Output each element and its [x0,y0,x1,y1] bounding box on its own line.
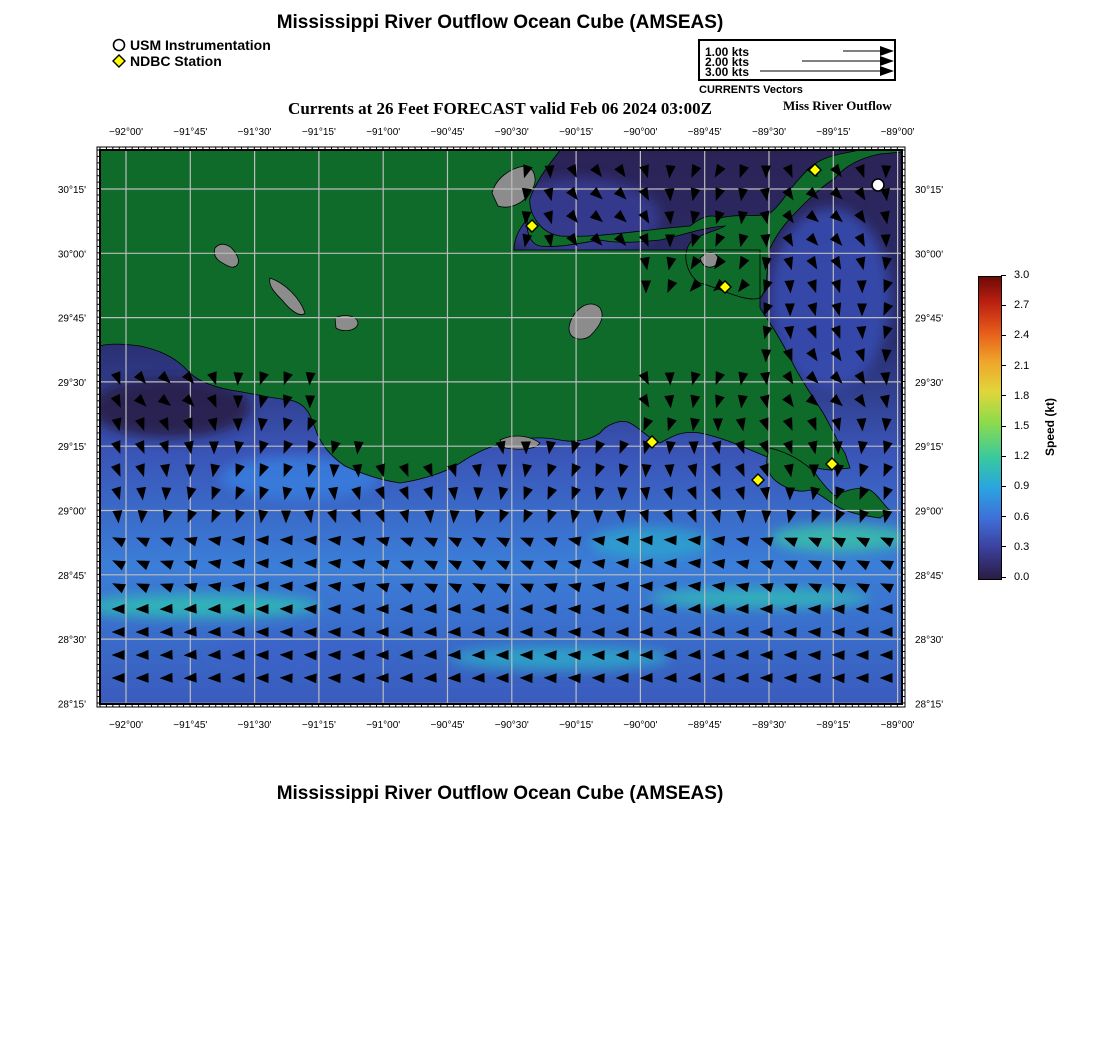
region-label: Miss River Outflow [783,98,892,113]
colorbar-tick-label: 0.6 [1014,510,1030,523]
page-title: Mississippi River Outflow Ocean Cube (AMSEAS) [276,12,724,33]
colorbar-tick [1001,450,1029,462]
lon-tick-label: −91°15' [301,720,336,731]
lon-tick-label: −89°45' [687,127,722,138]
colorbar-tick-label: 1.2 [1014,450,1030,463]
lon-tick-label: −90°45' [430,127,465,138]
lon-tick-label: −89°30' [752,720,786,731]
colorbar-tick-label: 0.0 [1014,571,1030,583]
lon-tick-label: −91°30' [237,720,272,731]
lon-tick-label: −90°30' [494,127,529,138]
lat-tick-label: 29°15' [57,442,86,454]
colorbar-tick [1001,420,1029,432]
lon-tick-label: −90°00' [623,720,658,731]
lat-tick-label: 29°00' [57,506,86,518]
colorbar-tick [1001,269,1029,281]
lat-tick-label: 29°45' [915,313,944,325]
lat-tick-label: 30°15' [57,185,86,196]
colorbar-tick-label: 2.1 [1014,359,1030,372]
station-legend [112,37,271,69]
lon-tick-label: −91°15' [301,127,336,138]
colorbar-tick [1001,511,1029,523]
circle-marker-icon [112,38,126,52]
colorbar-tick [1001,480,1029,492]
footer-title: Mississippi River Outflow Ocean Cube (AMSEAS) [276,783,724,804]
colorbar-tick [1001,299,1029,311]
vector-key-caption: CURRENTS Vectors [699,84,803,96]
lon-tick-label: −90°45' [430,720,465,731]
colorbar-tick-label: 0.9 [1014,480,1030,493]
lat-tick-label: 28°45' [915,570,944,582]
lon-tick-label: −89°30' [752,127,786,138]
vector-key-1: 1.00 kts [705,45,750,59]
colorbar-tick-label: 1.8 [1014,389,1030,402]
speed-colorbar [978,276,1002,580]
current-map [0,118,960,738]
colorbar-tick-label: 2.4 [1014,329,1030,342]
legend-ndbc-label: NDBC Station [130,53,222,69]
lat-tick-label: 30°00' [57,249,86,261]
legend-ndbc [112,53,271,69]
lon-tick-label: −92°00' [109,720,143,731]
lon-tick-label: −91°00' [366,127,401,138]
lon-tick-label: −89°15' [816,720,851,731]
colorbar-tick [1001,390,1029,402]
lon-tick-label: −90°15' [559,127,594,138]
lon-tick-label: −89°00' [880,127,915,138]
colorbar-tick-label: 3.0 [1014,269,1030,281]
lon-tick-label: −91°45' [173,720,208,731]
plot-title: Currents at 26 Feet FORECAST valid Feb 06 2024 03:00Z [288,99,712,118]
vector-key-box [698,39,896,81]
lat-tick-label: 28°15' [57,699,86,711]
lat-tick-label: 28°30' [915,635,944,647]
lat-tick-label: 29°00' [915,506,944,518]
lat-tick-label: 28°45' [57,570,86,582]
lon-tick-label: −91°45' [173,127,208,138]
yellow-diamond-icon [112,54,126,68]
lon-tick-label: −91°00' [366,720,401,731]
legend-usm-label: USM Instrumentation [130,37,271,53]
lon-tick-label: −89°45' [687,720,722,731]
lat-tick-label: 29°30' [57,377,86,389]
legend-usm [112,37,271,53]
lon-tick-label: −90°15' [559,720,594,731]
usm-instrument-marker[interactable] [872,179,884,191]
map-field [80,150,910,704]
colorbar-tick [1001,541,1029,553]
lat-tick-label: 28°30' [57,635,86,647]
lat-tick-label: 30°00' [915,249,944,261]
colorbar-tick [1001,360,1029,372]
vector-key-2: 2.00 kts [705,55,750,69]
lon-tick-label: −91°30' [237,127,272,138]
lat-tick-label: 29°30' [915,377,944,389]
lat-tick-label: 30°15' [915,185,944,196]
colorbar-tick-label: 2.7 [1014,299,1030,312]
lon-tick-label: −92°00' [109,127,143,138]
lon-tick-label: −90°30' [494,720,529,731]
lon-tick-label: −89°00' [880,720,915,731]
vector-key-3: 3.00 kts [705,65,750,79]
colorbar-tick [1001,329,1029,341]
lat-tick-label: 29°15' [915,442,944,454]
lat-tick-label: 28°15' [915,699,944,711]
lon-tick-label: −89°15' [816,127,851,138]
colorbar-ticks [1001,269,1041,583]
lon-tick-label: −90°00' [623,127,658,138]
colorbar-tick-label: 1.5 [1014,420,1030,432]
lat-tick-label: 29°45' [57,313,86,325]
colorbar-tick-label: 0.3 [1014,540,1030,553]
colorbar-label: Speed (kt) [1043,398,1057,457]
colorbar-tick [1001,571,1029,583]
